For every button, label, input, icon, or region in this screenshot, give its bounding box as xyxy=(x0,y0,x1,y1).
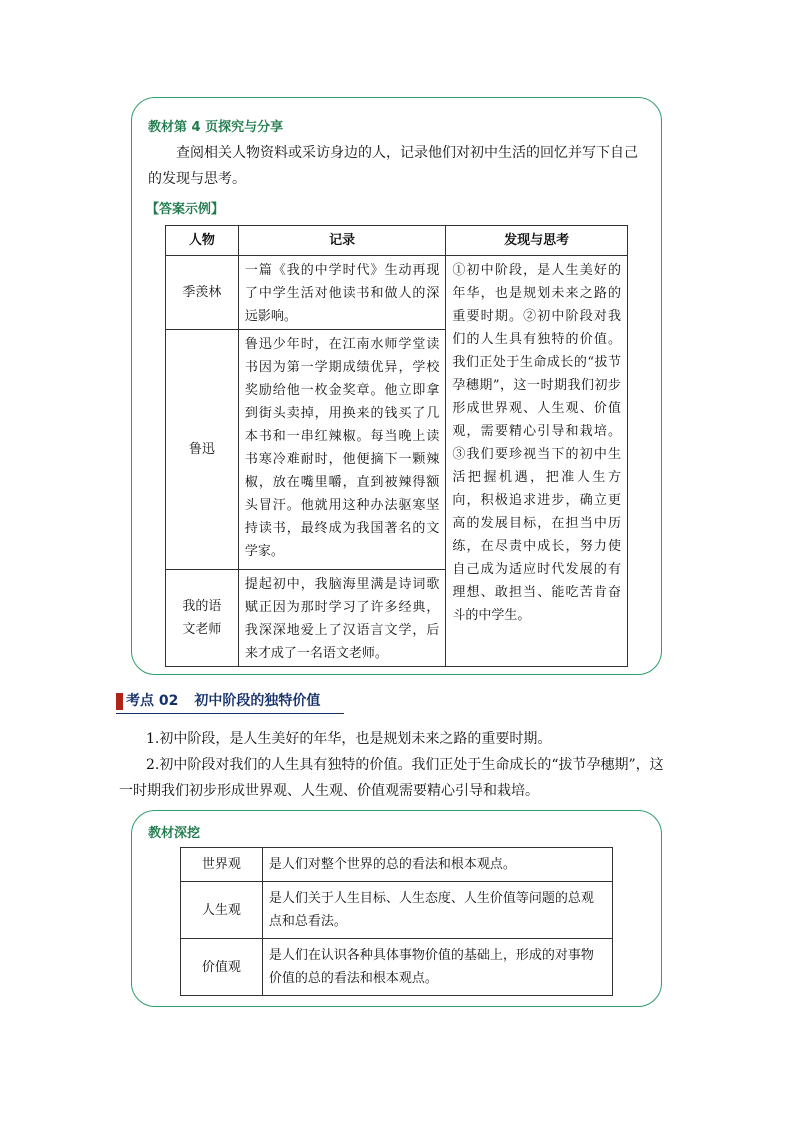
kaodian-underline xyxy=(116,713,344,714)
deep-dive-title: 教材深挖 xyxy=(148,826,201,841)
record-cell: 鲁迅少年时，在江南水师学堂读书因为第一学期成绩优异，学校奖励给他一枚金奖章。他立即拿到街头卖掉，用换来的钱买了几本书和一串红辣椒。每当晚上读书寒冷难耐时，他便摘下一颗辣椒，放在嘴里嚼，直到被辣得额头冒汗。他就用这种办法驱寒坚持读书，最终成为我国著名的文学家。 xyxy=(238,330,446,570)
table-header-row xyxy=(166,226,628,256)
person-cell: 我的语文老师 xyxy=(166,570,239,667)
definition-cell: 是人们关于人生目标、人生态度、人生价值等问题的总观点和总看法。 xyxy=(262,882,612,939)
exploration-title: 教材第 4 页探究与分享 xyxy=(148,120,284,135)
header-record: 记录 xyxy=(238,226,446,256)
record-cell: 提起初中，我脑海里满是诗词歌赋正因为那时学习了许多经典，我深深地爱上了汉语言文学，后来才成了一名语文老师。 xyxy=(238,570,446,667)
table-row xyxy=(181,939,613,996)
point-2-line1: 2.初中阶段对我们的人生具有独特的价值。我们正处于生命成长的“拔节孕穗期”，这 xyxy=(146,757,664,773)
record-cell: 一篇《我的中学时代》生动再现了中学生活对他读书和做人的深远影响。 xyxy=(238,256,446,330)
point-1: 1.初中阶段，是人生美好的年华，也是规划未来之路的重要时期。 xyxy=(146,731,552,747)
kaodian-marker xyxy=(116,693,123,710)
table-row xyxy=(181,848,613,882)
term-cell: 价值观 xyxy=(181,939,263,996)
answer-table xyxy=(165,225,628,667)
thinking-cell: ①初中阶段，是人生美好的年华，也是规划未来之路的重要时期。②初中阶段对我们的人生具有独特的价值。我们正处于生命成长的“拔节孕穗期”，这一时期我们初步形成世界观、人生观、价值观，需要精心引导和栽培。③我们要珍视当下的初中生活把握机遇，把准人生方向，积极追求进步，确立更高的发展目标，在担当中历练，在尽责中成长，努力使自己成为适应时代发展的有理想、敢担当、能吃苦肯奋斗的中学生。 xyxy=(446,256,628,667)
term-cell: 世界观 xyxy=(181,848,263,882)
concepts-table xyxy=(180,847,613,996)
exploration-prompt-line2: 的发现与思考。 xyxy=(148,171,246,187)
definition-cell: 是人们在认识各种具体事物价值的基础上，形成的对事物价值的总的看法和根本观点。 xyxy=(262,939,612,996)
exploration-prompt-line1: 查阅相关人物资料或采访身边的人，记录他们对初中生活的回忆并写下自己 xyxy=(176,145,638,161)
header-person: 人物 xyxy=(166,226,239,256)
definition-cell: 是人们对整个世界的总的看法和根本观点。 xyxy=(262,848,612,882)
kaodian-title: 初中阶段的独特价值 xyxy=(194,693,321,709)
table-row xyxy=(181,882,613,939)
kaodian-number: 考点 02 xyxy=(126,693,179,709)
person-cell: 鲁迅 xyxy=(166,330,239,570)
table-row xyxy=(166,256,628,330)
answer-example-label: 【答案示例】 xyxy=(146,202,225,217)
point-2-line2: 一时期我们初步形成世界观、人生观、价值观需要精心引导和栽培。 xyxy=(119,783,539,799)
kaodian-heading xyxy=(126,690,320,710)
header-thinking: 发现与思考 xyxy=(446,226,628,256)
term-cell: 人生观 xyxy=(181,882,263,939)
person-cell: 季羡林 xyxy=(166,256,239,330)
